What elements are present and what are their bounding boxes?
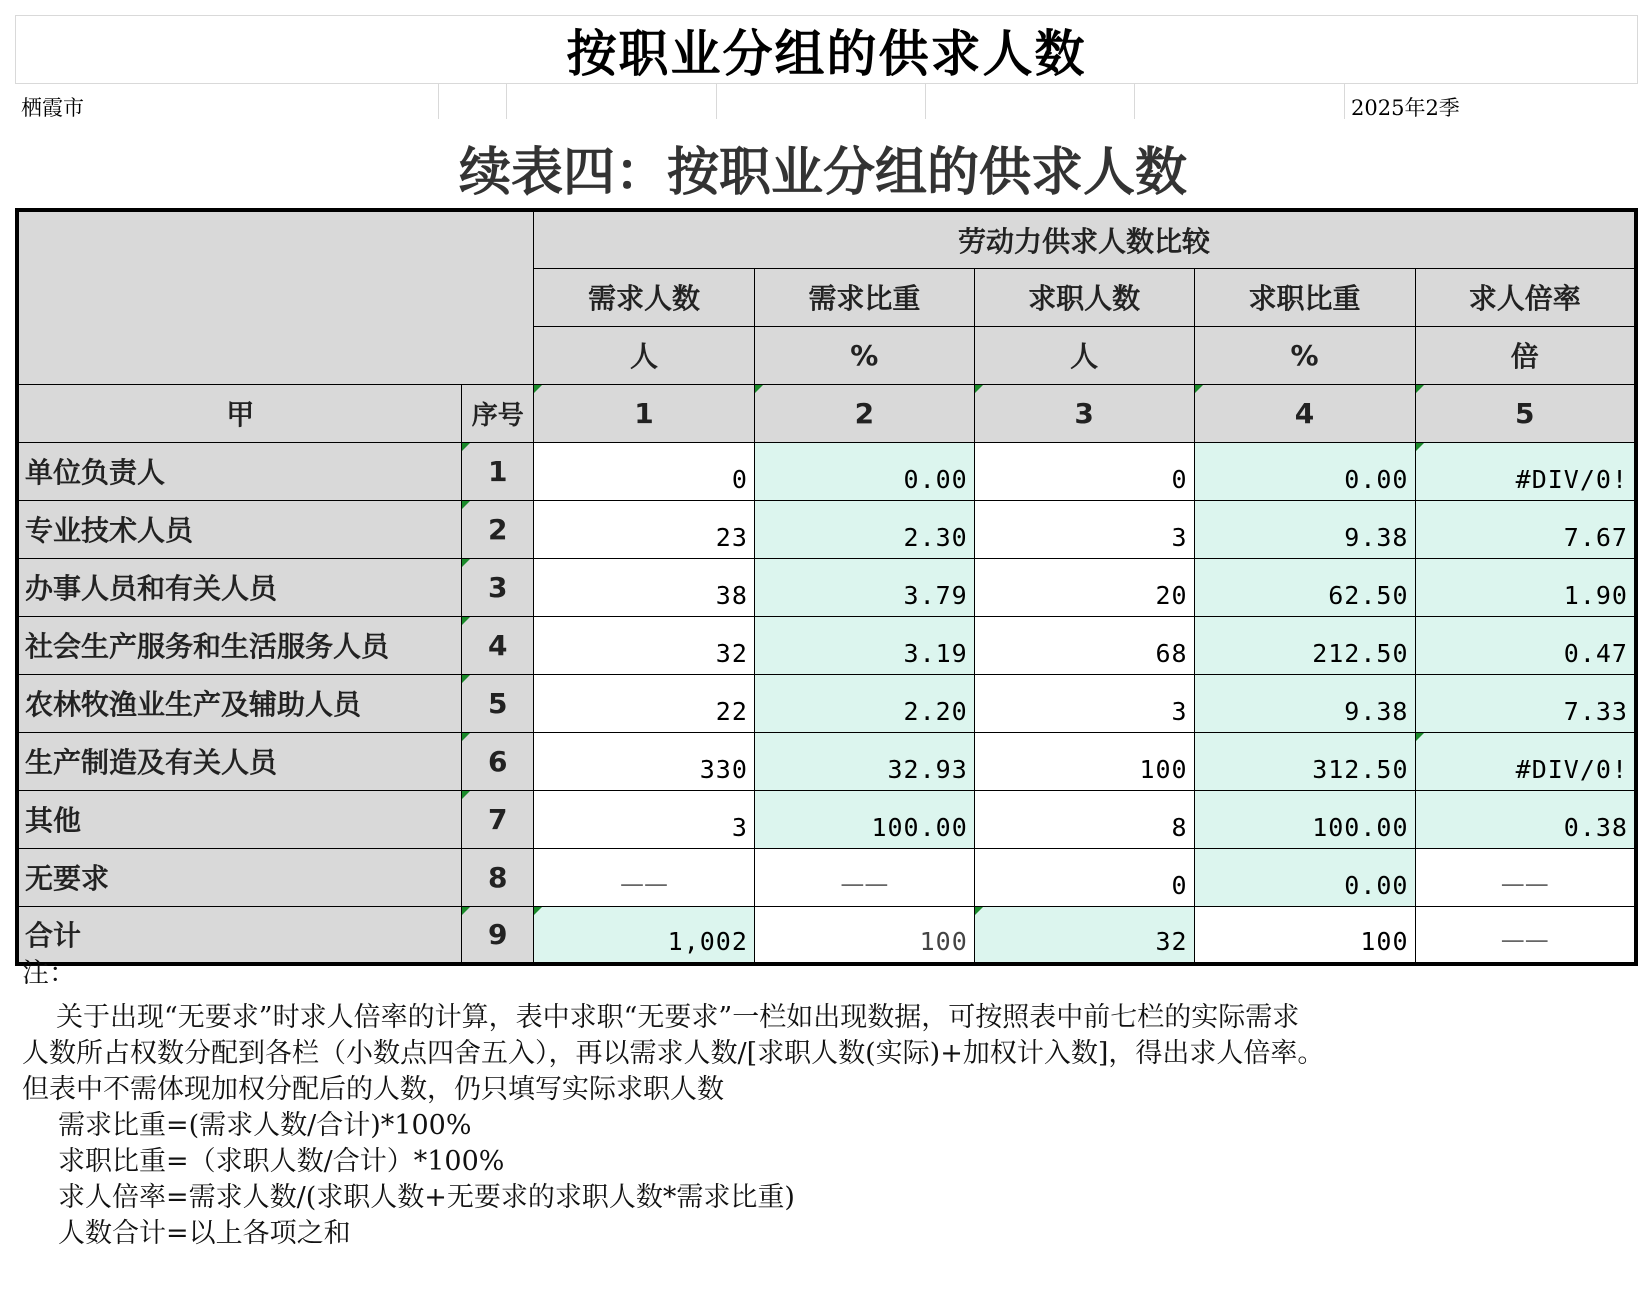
note-line: 但表中不需体现加权分配后的人数，仍只填写实际求职人数: [22, 1074, 724, 1105]
note-formula: 求人倍率=需求人数/(求职人数+无要求的求职人数*需求比重): [58, 1182, 795, 1213]
cell-value[interactable]: ——: [534, 848, 755, 906]
cell-value[interactable]: 0.38: [1415, 790, 1636, 848]
region-label: 栖霞市: [21, 96, 84, 120]
cell-value[interactable]: 100: [754, 906, 974, 964]
cell-value[interactable]: 32.93: [754, 732, 974, 790]
col-label-seekers-ratio: 求职比重: [1194, 268, 1415, 326]
cell-value[interactable]: #DIV/0!: [1415, 732, 1636, 790]
cell-value[interactable]: 62.50: [1194, 558, 1415, 616]
cell-value[interactable]: 0.00: [754, 442, 974, 500]
cell-value[interactable]: 212.50: [1194, 616, 1415, 674]
row-label: 办事人员和有关人员: [17, 558, 462, 616]
cell-value[interactable]: 0.00: [1194, 848, 1415, 906]
cell-value[interactable]: 2.20: [754, 674, 974, 732]
col-index: 3: [974, 384, 1194, 442]
table-subtitle: 续表四：按职业分组的供求人数: [458, 143, 1187, 203]
cell-value[interactable]: 20: [974, 558, 1194, 616]
row-label: 社会生产服务和生活服务人员: [17, 616, 462, 674]
note-line: 关于出现“无要求”时求人倍率的计算，表中求职“无要求”一栏如出现数据，可按照表中前七栏的实际需求: [56, 1002, 1300, 1033]
cell-value[interactable]: 0: [974, 848, 1194, 906]
row-seq: 1: [462, 442, 534, 500]
row-label: 其他: [17, 790, 462, 848]
row-label: 单位负责人: [17, 442, 462, 500]
row-label: 无要求: [17, 848, 462, 906]
col-unit: 人: [974, 326, 1194, 384]
col-label-seekers: 求职人数: [974, 268, 1194, 326]
cell-value[interactable]: 1.90: [1415, 558, 1636, 616]
row-seq: 6: [462, 732, 534, 790]
col-unit: %: [1194, 326, 1415, 384]
table-row: [17, 616, 1636, 674]
row-label: 专业技术人员: [17, 500, 462, 558]
row-label: 合计: [17, 906, 462, 964]
table-row: [17, 732, 1636, 790]
cell-value[interactable]: 38: [534, 558, 755, 616]
row-label: 生产制造及有关人员: [17, 732, 462, 790]
col-unit: %: [754, 326, 974, 384]
col-label-demand-ratio: 需求比重: [754, 268, 974, 326]
group-header: 劳动力供求人数比较: [534, 210, 1637, 268]
note-line: 人数所占权数分配到各栏（小数点四舍五入），再以需求人数/[求职人数(实际)+加权计入数]，得出求人倍率。: [22, 1038, 1325, 1069]
cell-value[interactable]: 9.38: [1194, 674, 1415, 732]
col-a-header: 甲: [17, 384, 462, 442]
row-seq: 8: [462, 848, 534, 906]
row-seq: 9: [462, 906, 534, 964]
row-seq: 7: [462, 790, 534, 848]
cell-value[interactable]: 32: [974, 906, 1194, 964]
notes-section: [22, 958, 1622, 1252]
row-seq: 5: [462, 674, 534, 732]
row-label: 农林牧渔业生产及辅助人员: [17, 674, 462, 732]
cell-value[interactable]: 3.19: [754, 616, 974, 674]
row-seq: 4: [462, 616, 534, 674]
cell-value[interactable]: 0: [974, 442, 1194, 500]
cell-value[interactable]: 3.79: [754, 558, 974, 616]
cell-value[interactable]: 0: [534, 442, 755, 500]
seq-header: 序号: [462, 384, 534, 442]
cell-value[interactable]: 3: [534, 790, 755, 848]
header-blank: [17, 210, 534, 384]
cell-value[interactable]: 22: [534, 674, 755, 732]
cell-value[interactable]: 68: [974, 616, 1194, 674]
notes-heading: 注：: [22, 958, 76, 989]
cell-value[interactable]: 2.30: [754, 500, 974, 558]
period-label: 2025年2季: [1351, 96, 1460, 120]
table-row: [17, 558, 1636, 616]
cell-value[interactable]: 330: [534, 732, 755, 790]
note-formula: 求职比重=（求职人数/合计）*100%: [58, 1146, 505, 1177]
cell-value[interactable]: 100: [974, 732, 1194, 790]
table-row: [17, 848, 1636, 906]
col-unit: 倍: [1415, 326, 1636, 384]
row-seq: 3: [462, 558, 534, 616]
cell-value[interactable]: 0.47: [1415, 616, 1636, 674]
cell-value[interactable]: ——: [1415, 848, 1636, 906]
cell-value[interactable]: ——: [754, 848, 974, 906]
col-index: 2: [754, 384, 974, 442]
cell-value[interactable]: ——: [1415, 906, 1636, 964]
col-label-demand: 需求人数: [534, 268, 755, 326]
table-row: [17, 674, 1636, 732]
cell-value[interactable]: 32: [534, 616, 755, 674]
cell-value[interactable]: 7.67: [1415, 500, 1636, 558]
col-unit: 人: [534, 326, 755, 384]
note-formula: 人数合计=以上各项之和: [58, 1218, 351, 1249]
col-label-job-ratio: 求人倍率: [1415, 268, 1636, 326]
report-title: 按职业分组的供求人数: [15, 15, 1638, 83]
cell-value[interactable]: 100.00: [1194, 790, 1415, 848]
note-formula: 需求比重=(需求人数/合计)*100%: [58, 1110, 472, 1141]
cell-value[interactable]: 9.38: [1194, 500, 1415, 558]
cell-value[interactable]: 100.00: [754, 790, 974, 848]
col-index: 5: [1415, 384, 1636, 442]
supply-demand-table: [15, 208, 1638, 966]
cell-value[interactable]: #DIV/0!: [1415, 442, 1636, 500]
cell-value[interactable]: 1,002: [534, 906, 755, 964]
info-row: [15, 83, 1638, 119]
table-row: [17, 442, 1636, 500]
cell-value[interactable]: 312.50: [1194, 732, 1415, 790]
cell-value[interactable]: 8: [974, 790, 1194, 848]
cell-value[interactable]: 100: [1194, 906, 1415, 964]
col-index: 1: [534, 384, 755, 442]
col-index: 4: [1194, 384, 1415, 442]
cell-value[interactable]: 23: [534, 500, 755, 558]
row-seq: 2: [462, 500, 534, 558]
table-row: [17, 790, 1636, 848]
table-row: [17, 500, 1636, 558]
cell-value[interactable]: 0.00: [1194, 442, 1415, 500]
cell-value[interactable]: 3: [974, 674, 1194, 732]
cell-value[interactable]: 3: [974, 500, 1194, 558]
cell-value[interactable]: 7.33: [1415, 674, 1636, 732]
